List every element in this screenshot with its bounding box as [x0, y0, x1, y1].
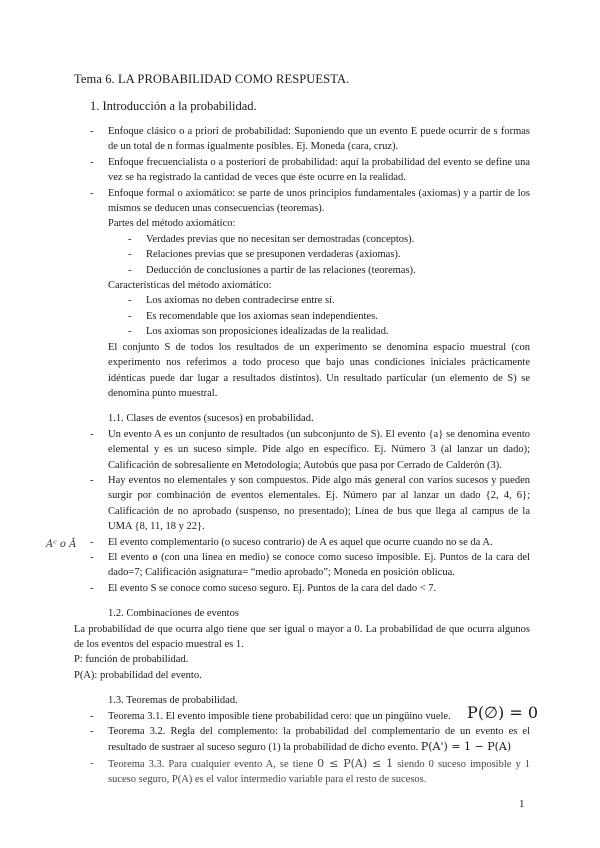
sub-list-item: - Los axiomas son proposiciones idealizadas de la realidad. [128, 326, 389, 338]
subsection-heading-theorems: 1.3. Teoremas de probabilidad. [108, 695, 238, 707]
document-body [74, 124, 538, 788]
list-item: - Enfoque formal o axiomático: se parte de unos principios fundamentales (axiomas) y a partir de los mismos se deducen unas consecuencias (teoremas). [90, 187, 530, 215]
sub-list-item: - Es recomendable que los axiomas sean independientes. [128, 310, 378, 322]
complement-notation: Aᶜ o Ā [46, 539, 77, 550]
list-item: - Hay eventos no elementales y son compuestos. Pide algo más general con varios sucesos y pueden surgir por combinación de eventos elementales. Ej. Número par al lanzar un dado {2, 4, 6}; Calificación de no aprobado (suspenso, no presentado); Línea de bus que llega al campus de la UMA {8, 11, 18 y 22}. [90, 474, 530, 533]
list-item: - El evento complementario (o suceso contrario) de A es aquel que ocurre cuando no se da A. [90, 536, 493, 548]
parts-title: Partes del método axiomático: [108, 218, 236, 230]
sub-list-item: - Relaciones previas que se presuponen verdaderas (axiomas). [128, 249, 401, 261]
theorem-3-1: - Teorema 3.1. El evento imposible tiene probabilidad cero: que un pingüino vuele. P(∅) = 0 [90, 702, 538, 722]
sub-list-item: - Deducción de conclusiones a partir de las relaciones (teoremas). [128, 264, 416, 276]
subsection-heading-event-classes: 1.1. Clases de eventos (sucesos) en probabilidad. [108, 413, 314, 425]
sub-list-item: - Verdades previas que no necesitan ser demostradas (conceptos). [128, 233, 415, 245]
combinations-paragraph: La probabilidad de que ocurra algo tiene que ser igual o mayor a 0. La probabilidad de que ocurra algunos de los eventos del espacio muestral es 1. [74, 623, 530, 650]
section-heading-introduction: 1. Introducción a la probabilidad. [90, 99, 257, 113]
list-item: - El evento ø (con una línea en medio) se conoce como suceso imposible. Ej. Puntos de la cara del dado=7; Calificación asignatura= “medio aprobado”; Moneda en posición oblicua. [90, 551, 530, 579]
sub-list-item: - Los axiomas no deben contradecirse entre sí. [128, 295, 335, 307]
list-item: - Enfoque frecuencialista o a posteriori de probabilidad: aquí la probabilidad del evento se define una vez se ha registrado la cantidad de veces que éste ocurre en la realidad. [90, 156, 530, 184]
list-item: - El evento S se conoce como suceso seguro. Ej. Puntos de la cara del dado < 7. [90, 582, 437, 594]
list-item: - Un evento A es un conjunto de resultados (un subconjunto de S). El evento {a} se denomina evento elemental y es un suceso simple. Pide algo en específico. Ej. Número 3 (al lanzar un dado); Calificación de sobresaliente en Metodología; Autobús que pasa por Cerrado de Calderón (3). [90, 428, 530, 471]
document-title: Tema 6. LA PROBABILIDAD COMO RESPUESTA. [74, 72, 350, 86]
theorem-3-2-formula: P(A') = 1 − P(A) [420, 740, 512, 754]
theorem-3-1-formula: P(∅) = 0 [467, 702, 538, 722]
characteristics-title: Características del método axiomático: [108, 280, 272, 292]
subsection-heading-combinations: 1.2. Combinaciones de eventos [108, 608, 239, 620]
page-number: 1 [519, 798, 525, 810]
p-definition: P: función de probabilidad. [74, 654, 189, 666]
theorem-3-3: - Teorema 3.3. Para cualquier evento A, se tiene 0 ≤ P(A) ≤ 1 siendo 0 suceso imposible y 1 suceso seguro, P(A) es el valor intermedio variable para el resto de sucesos. [90, 756, 530, 786]
theorem-3-3-formula: 0 ≤ P(A) ≤ 1 [317, 756, 394, 770]
sample-space-paragraph: El conjunto S de todos los resultados de un experimento se denomina espacio muestral (con experimento nos referimos a todo proceso que bajo unas condiciones iniciales prácticamente idénticas puede dar lugar a resultados distintos). Un resultado particular (un elemento de S) se denomina punto muestral. [108, 341, 530, 399]
pa-definition: P(A): probabilidad del evento. [74, 669, 202, 681]
list-item: - Enfoque clásico o a priori de probabilidad: Suponiendo que un evento E puede ocurrir de s formas de un total de n formas igualmente posibles. Ej. Moneda (cara, cruz). [90, 126, 530, 153]
theorem-3-2: - Teorema 3.2. Regla del complemento: la probabilidad del complementario de un evento es el resultado de sustraer al suceso seguro (1) la probabilidad de dicho evento. P(A') = 1 − P(A) [90, 726, 530, 754]
